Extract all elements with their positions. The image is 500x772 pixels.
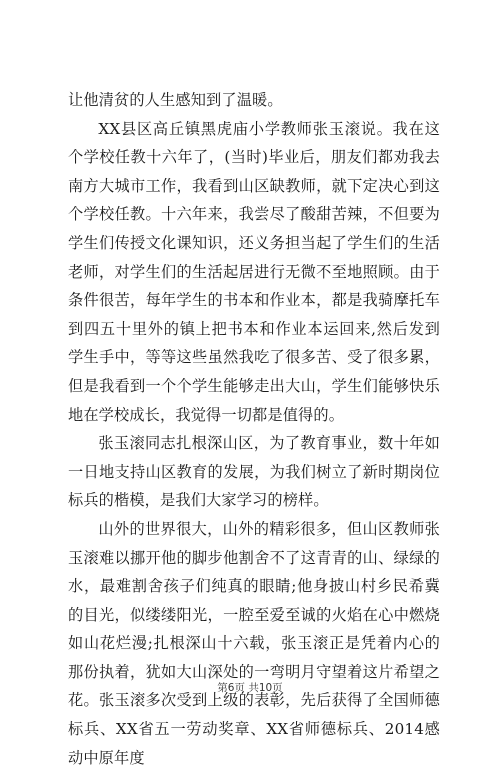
paragraph-4: 山外的世界很大，山外的精彩很多，但山区教师张玉滚难以挪开他的脚步他割舍不了这青青的山、绿绿的水，最难割舍孩子们纯真的眼睛;他身披山村乡民希冀的目光，似缕缕阳光，一腔至爱至诚的火焰在心中燃烧如山花烂漫;扎根深山十六载，张玉滚正是凭着内心的那份执着，犹如大山深处的一弯明月守望着这片希望之花。张玉滚多次受到上级的表彰，先后获得了全国师德标兵、XX省五一劳动奖章、XX省师德标兵、2014感动中原年度	[68, 519, 440, 767]
paragraph-3: 张玉滚同志扎根深山区，为了教育事业，数十年如一日地支持山区教育的发展，为我们树立了新时期岗位标兵的楷模，是我们大家学习的榜样。	[68, 434, 440, 510]
paragraph-1: 让他清贫的人生感知到了温暖。	[68, 91, 283, 109]
page-number-footer: 第6页 共10页	[217, 682, 283, 694]
paragraph-2: XX县区高丘镇黑虎庙小学教师张玉滚说。我在这个学校任教十六年了，(当时)毕业后，朋友们都劝我去南方大城市工作，我看到山区缺教师，就下定决心到这个学校任教。十六年来，我尝尽了酸甜苦辣，不但要为学生们传授文化课知识，还义务担当起了学生们的生活老师，对学生们的生活起居进行无微不至地照顾。由于条件很苦，每年学生的书本和作业本，都是我骑摩托车到四五十里外的镇上把书本和作业本运回来,然后发到学生手中，等等这些虽然我吃了很多苦、受了很多累，但是我看到一个个学生能够走出大山，学生们能够快乐地在学校成长，我觉得一切都是值得的。	[68, 119, 440, 424]
document-body	[68, 86, 440, 772]
